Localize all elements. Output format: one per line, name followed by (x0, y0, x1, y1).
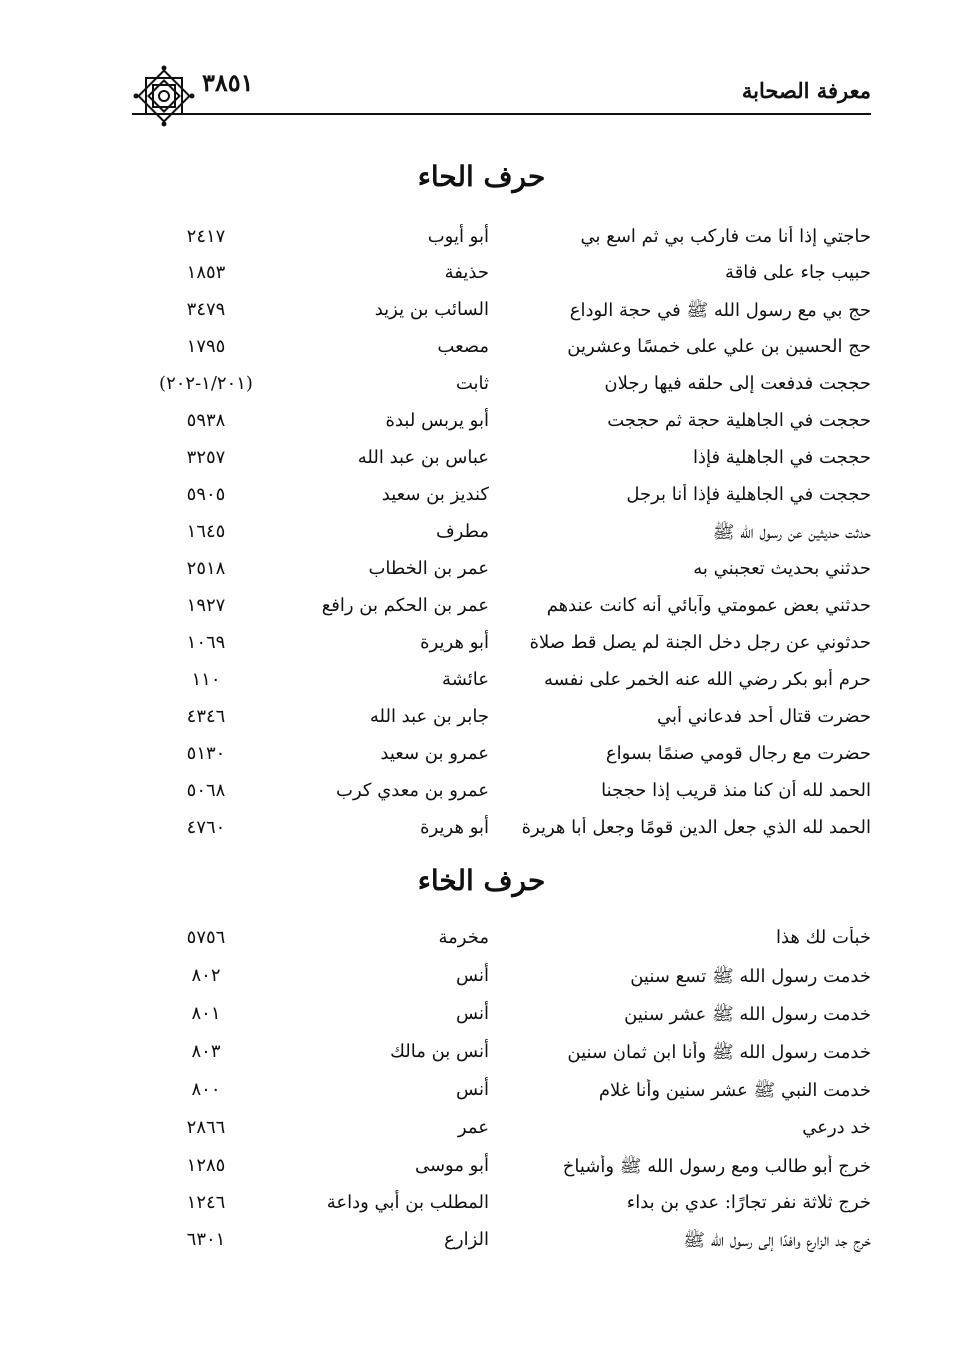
narrator-name: أنس بن مالك (390, 1041, 489, 1062)
hadith-text: خدمت رسول الله ﷺ تسع سنين (630, 966, 871, 987)
hadith-number: ٨٠٢ (191, 965, 221, 986)
index-row (0, 706, 963, 742)
hadith-number: ٤٣٤٦ (186, 706, 226, 727)
hadith-number: ١٦٤٥ (186, 521, 226, 542)
index-row (0, 1003, 963, 1039)
hadith-text: خدمت النبي ﷺ عشر سنين وأنا غلام (598, 1080, 871, 1101)
hadith-number: ١٢٨٥ (186, 1155, 226, 1176)
hadith-text: حج الحسين بن علي على خمسًا وعشرين (567, 336, 871, 357)
index-row (0, 262, 963, 298)
hadith-text: الحمد لله الذي جعل الدين قومًا وجعل أبا هريرة (521, 817, 871, 838)
index-row (0, 1155, 963, 1191)
index-row (0, 336, 963, 372)
narrator-name: كنديز بن سعيد (381, 484, 489, 505)
index-row (0, 1229, 963, 1265)
index-row (0, 521, 963, 557)
hadith-text: حدثت حديثين عن رسول الله ﷺ (712, 522, 871, 543)
hadith-number: ٥١٣٠ (186, 743, 226, 764)
hadith-text: حدثني بعض عمومتي وآبائي أنه كانت عندهم (546, 595, 871, 616)
hadith-number: ١٠٦٩ (186, 632, 226, 653)
page-number: ٣٨٥١ (202, 68, 254, 97)
hadith-text: حججت فدفعت إلى حلقه فيها رجلان (604, 373, 871, 394)
header-rule (132, 113, 871, 115)
index-row (0, 299, 963, 335)
index-row (0, 817, 963, 853)
narrator-name: الزارع (444, 1229, 489, 1250)
hadith-text: حججت في الجاهلية حجة ثم حججت (607, 410, 871, 431)
index-row (0, 632, 963, 668)
narrator-name: جابر بن عبد الله (369, 706, 489, 727)
narrator-name: أبو هريرة (420, 817, 489, 838)
hadith-number: ١٩٢٧ (186, 595, 226, 616)
hadith-number: ٨٠٣ (191, 1041, 221, 1062)
hadith-number: ٨٠٠ (191, 1079, 221, 1100)
hadith-text: خبأت لك هذا (775, 927, 871, 948)
narrator-name: عمر (457, 1117, 489, 1138)
hadith-number: ٥٠٦٨ (186, 780, 226, 801)
hadith-number: ١١٠ (191, 669, 221, 690)
hadith-text: الحمد لله أن كنا منذ قريب إذا حججنا (601, 780, 871, 801)
hadith-text: حضرت مع رجال قومي صنمًا بسواع (605, 743, 871, 764)
index-row (0, 1192, 963, 1228)
index-row (0, 669, 963, 705)
narrator-name: السائب بن يزيد (374, 299, 489, 320)
hadith-text: حرم أبو بكر رضي الله عنه الخمر على نفسه (543, 669, 871, 690)
hadith-text: خدمت رسول الله ﷺ عشر سنين (624, 1004, 871, 1025)
hadith-number: ١٧٩٥ (186, 336, 226, 357)
hadith-number: ٣٢٥٧ (186, 447, 226, 468)
index-row (0, 780, 963, 816)
section-title: حرف الخاء (417, 864, 546, 897)
index-row (0, 595, 963, 631)
hadith-number: ٢٥١٨ (186, 558, 226, 579)
hadith-text: حدثني بحديث تعجبني به (693, 558, 871, 579)
narrator-name: أبو موسى (414, 1155, 489, 1176)
hadith-number: ١٨٥٣ (186, 262, 226, 283)
hadith-text: حاجتي إذا أنا مت فاركب بي ثم اسع بي (580, 226, 871, 247)
hadith-text: خدمت رسول الله ﷺ وأنا ابن ثمان سنين (567, 1042, 871, 1063)
hadith-number: ٥٩٣٨ (186, 410, 226, 431)
narrator-name: عمرو بن معدي كرب (336, 780, 489, 801)
narrator-name: مخرمة (438, 927, 489, 948)
narrator-name: عمر بن الحكم بن رافع (321, 595, 489, 616)
index-row (0, 1079, 963, 1115)
narrator-name: أبو يربس لبدة (385, 410, 489, 431)
eight-point-star-ornament-icon (132, 64, 196, 128)
hadith-text: خرج أبو طالب ومع رسول الله ﷺ وأشياخ (562, 1156, 871, 1177)
hadith-number: (١/٢٠١-٢٠٢) (159, 373, 253, 394)
hadith-text: حججت في الجاهلية فإذا (692, 447, 871, 468)
narrator-name: أنس (456, 965, 489, 986)
hadith-number: ٥٩٠٥ (186, 484, 226, 505)
narrator-name: عمرو بن سعيد (380, 743, 489, 764)
hadith-number: ٨٠١ (191, 1003, 221, 1024)
index-row (0, 743, 963, 779)
hadith-number: ٦٣٠١ (186, 1229, 226, 1250)
index-row (0, 927, 963, 963)
index-row (0, 373, 963, 409)
narrator-name: أنس (456, 1079, 489, 1100)
hadith-number: ٤٧٦٠ (186, 817, 226, 838)
hadith-text: خد درعي (802, 1117, 871, 1138)
hadith-text: حججت في الجاهلية فإذا أنا برجل (626, 484, 871, 505)
index-row (0, 965, 963, 1001)
index-row (0, 226, 963, 262)
index-row (0, 484, 963, 520)
hadith-text: حبيب جاء على فاقة (725, 262, 871, 283)
narrator-name: أبو أيوب (427, 226, 489, 247)
hadith-text: خرج ثلاثة نفر تجارًا: عدي بن بداء (626, 1192, 871, 1213)
narrator-name: حذيفة (444, 262, 489, 283)
hadith-text: حضرت قتال أحد فدعاني أبي (657, 706, 871, 727)
hadith-text: حدثوني عن رجل دخل الجنة لم يصل قط صلاة (529, 632, 871, 653)
hadith-text: حج بي مع رسول الله ﷺ في حجة الوداع (569, 300, 871, 321)
index-row (0, 1117, 963, 1153)
hadith-number: ٢٤١٧ (186, 226, 226, 247)
running-title: معرفة الصحابة (741, 78, 871, 103)
hadith-number: ٢٨٦٦ (186, 1117, 226, 1138)
hadith-number: ٣٤٧٩ (186, 299, 226, 320)
index-row (0, 447, 963, 483)
narrator-name: عائشة (442, 669, 489, 690)
index-row (0, 558, 963, 594)
narrator-name: أبو هريرة (420, 632, 489, 653)
narrator-name: عمر بن الخطاب (368, 558, 489, 579)
section-title: حرف الحاء (417, 160, 546, 193)
index-row (0, 410, 963, 446)
index-row (0, 1041, 963, 1077)
narrator-name: مصعب (437, 336, 489, 357)
hadith-number: ١٢٤٦ (186, 1192, 226, 1213)
hadith-text: خرج جد الزارع وافدًا إلى رسول الله ﷺ (683, 1230, 871, 1251)
hadith-number: ٥٧٥٦ (186, 927, 226, 948)
narrator-name: عباس بن عبد الله (357, 447, 489, 468)
narrator-name: أنس (456, 1003, 489, 1024)
narrator-name: مطرف (436, 521, 489, 542)
narrator-name: المطلب بن أبي وداعة (326, 1192, 489, 1213)
narrator-name: ثابت (455, 373, 489, 394)
